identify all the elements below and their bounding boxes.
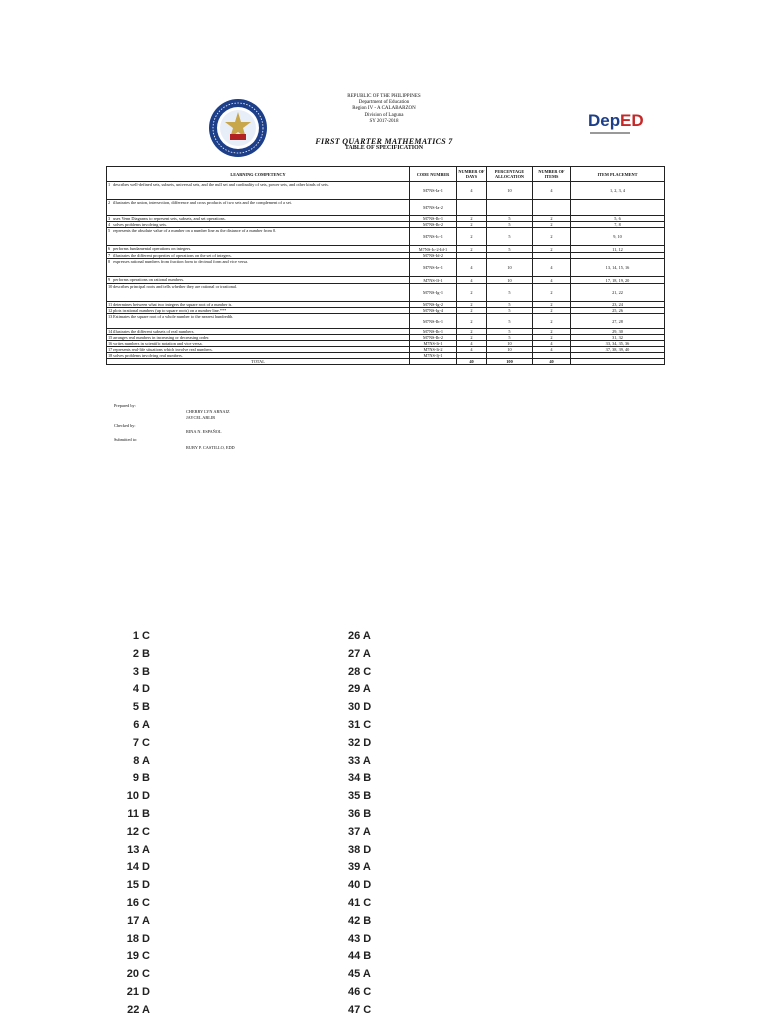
code-cell: M7NS-Ih-2 xyxy=(410,335,457,341)
days-cell: 2 xyxy=(457,302,487,308)
total-row xyxy=(107,359,665,365)
header-line: Region IV - A CALABARZON xyxy=(352,106,416,112)
code-cell: M7NS-Ia-2 xyxy=(410,200,457,216)
competency-cell xyxy=(107,182,410,200)
code-cell: M7NS-Ih-1 xyxy=(410,314,457,329)
competency-text: describes principal roots and tells whether they are rational or irrational. xyxy=(113,284,238,289)
answer-key-item: 8 A xyxy=(133,754,150,767)
items-cell: 2 xyxy=(533,222,571,228)
days-cell: 4 xyxy=(457,341,487,347)
items-cell: 4 xyxy=(533,277,571,284)
items-cell: 4 xyxy=(533,182,571,200)
table-row xyxy=(107,277,665,284)
percentage-cell: 5 xyxy=(487,246,533,253)
code-cell: M7NS-Ii-2 xyxy=(410,347,457,353)
answer-key-item: 1 C xyxy=(132,630,150,642)
header-number-of-days: NUMBER OF DAYS xyxy=(457,167,487,182)
competency-text: plots irrational numbers (up to square roots) on a number line.*** xyxy=(113,308,227,313)
code-cell: M7NS-Ig-4 xyxy=(410,308,457,314)
competency-text: solves problems involving sets. xyxy=(113,222,168,227)
answer-key-item: 7 C xyxy=(132,736,150,749)
answer-key-item: 39 A xyxy=(348,861,371,874)
competency-cell xyxy=(107,246,410,253)
placement-cell: 5, 6 xyxy=(571,216,665,222)
items-cell: 2 xyxy=(533,302,571,308)
answer-key-item: 43 D xyxy=(348,932,372,945)
competency-text: represents real-life situations which involve real numbers. xyxy=(113,347,213,352)
answer-key-item: 38 D xyxy=(348,843,372,856)
items-cell: 4 xyxy=(533,259,571,277)
header-line: SY 2017-2018 xyxy=(369,118,399,124)
answer-key-item: 10 D xyxy=(126,790,150,803)
header-item-placement: ITEM PLACEMENT xyxy=(571,167,665,182)
competency-number: 4 xyxy=(108,222,111,227)
percentage-cell: 10 xyxy=(487,259,533,277)
answer-key-item: 29 A xyxy=(348,683,371,696)
competency-text: arranges real numbers in increasing or decreasing order. xyxy=(113,335,210,340)
items-cell: 2 xyxy=(533,335,571,341)
competency-text: describes well-defined sets, subsets, universal sets, and the null set and cardinality of sets, power sets, and other kinds of sets. xyxy=(113,182,329,187)
svg-text:Dep: Dep xyxy=(588,111,621,130)
preparer-name: CHERRY LYN ARNAIZ xyxy=(186,409,230,414)
header-learning-competency: LEARNING COMPETENCY xyxy=(107,167,410,182)
table-row xyxy=(107,182,665,200)
answer-key-item: 27 A xyxy=(348,647,371,660)
code-cell: M7NS-Ib-1 xyxy=(410,216,457,222)
code-cell: M7NS-Ij-1 xyxy=(410,353,457,359)
code-cell: M7NS-Ih-1 xyxy=(410,329,457,335)
preparer-name: JAYCEL ABLIR xyxy=(186,415,216,420)
competency-text: determines between what two integers the square root of a number is. xyxy=(113,302,233,307)
competency-number: 13 xyxy=(108,314,113,319)
answer-key-item: 9 B xyxy=(132,772,150,785)
competency-number: 14 xyxy=(108,329,113,334)
percentage-cell: 5 xyxy=(487,308,533,314)
code-cell: M7NS-Ie-1 xyxy=(410,259,457,277)
table-body xyxy=(107,182,665,365)
competency-text: performs operations on rational numbers. xyxy=(113,277,185,282)
answer-key-item: 31 C xyxy=(348,718,372,731)
answer-key-item: 6 A xyxy=(133,718,150,731)
competency-number: 6 xyxy=(108,246,111,251)
total-placement xyxy=(571,359,665,365)
answer-key-item: 5 B xyxy=(132,701,150,714)
placement-cell: 11, 12 xyxy=(571,246,665,253)
competency-text: solves problems involving real numbers. xyxy=(113,353,183,358)
competency-number: 3 xyxy=(108,216,111,221)
competency-text: illustrates the different properties of operations on the set of integers. xyxy=(113,253,232,258)
competency-cell xyxy=(107,284,410,302)
competency-text: Estimates the square root of a whole number to the nearest hundredth. xyxy=(113,314,234,319)
placement-cell: 23, 24 xyxy=(571,302,665,308)
competency-cell xyxy=(107,259,410,277)
placement-cell: 13, 14, 15, 16 xyxy=(571,259,665,277)
competency-number: 11 xyxy=(108,302,113,307)
competency-number: 7 xyxy=(108,253,111,258)
percentage-cell: 5 xyxy=(487,284,533,302)
items-cell: 2 xyxy=(533,216,571,222)
table-row xyxy=(107,284,665,302)
competency-text: performs fundamental operations on integers. xyxy=(113,246,192,251)
answer-key-item: 26 A xyxy=(348,630,371,642)
days-cell: 4 xyxy=(457,182,487,200)
percentage-cell xyxy=(487,200,533,216)
answer-key-item: 33 A xyxy=(348,754,371,767)
total-days: 40 xyxy=(457,359,487,365)
answer-key-item: 2 B xyxy=(132,647,150,660)
answer-key-right-column xyxy=(348,628,388,1020)
percentage-cell: 10 xyxy=(487,341,533,347)
placement-cell: 31, 32 xyxy=(571,335,665,341)
answer-key-item: 4 D xyxy=(132,683,150,696)
header-code-number: CODE NUMBER xyxy=(410,167,457,182)
percentage-cell: 5 xyxy=(487,329,533,335)
answer-key-item: 19 C xyxy=(126,950,150,963)
items-cell: 4 xyxy=(533,347,571,353)
days-cell: 2 xyxy=(457,246,487,253)
table-row xyxy=(107,228,665,246)
code-cell: M7NS-Ic-2-Id-1 xyxy=(410,246,457,253)
answer-key-item: 41 C xyxy=(348,896,372,909)
placement-cell: 7, 8 xyxy=(571,222,665,228)
days-cell: 4 xyxy=(457,347,487,353)
items-cell: 2 xyxy=(533,228,571,246)
answer-key-item: 20 C xyxy=(126,968,150,981)
submitted-to-label: Submitted to: xyxy=(114,437,138,442)
placement-cell: 27, 28 xyxy=(571,314,665,329)
days-cell: 2 xyxy=(457,329,487,335)
competency-number: 9 xyxy=(108,277,111,282)
placement-cell xyxy=(571,200,665,216)
checked-by-label: Checked by: xyxy=(114,423,136,428)
total-label: TOTAL xyxy=(107,359,410,365)
checker-name: RINA N. ESPAÑOL xyxy=(186,429,222,434)
answer-key-item: 30 D xyxy=(348,701,372,714)
competency-text: expresses rational numbers from fraction form to decimal form and vice versa. xyxy=(113,259,249,264)
percentage-cell: 10 xyxy=(487,182,533,200)
placement-cell: 21, 22 xyxy=(571,284,665,302)
answer-key-item: 40 D xyxy=(348,879,372,892)
days-cell: 2 xyxy=(457,216,487,222)
answer-key-item: 45 A xyxy=(348,968,371,981)
code-cell: M7NS-Ii-1 xyxy=(410,341,457,347)
items-cell: 2 xyxy=(533,314,571,329)
answer-key-item: 37 A xyxy=(348,825,371,838)
answer-key-item: 18 D xyxy=(126,932,150,945)
competency-number: 17 xyxy=(108,347,113,352)
table-of-specification xyxy=(106,166,665,365)
days-cell: 4 xyxy=(457,259,487,277)
percentage-cell: 5 xyxy=(487,302,533,308)
total-code xyxy=(410,359,457,365)
placement-cell: 33, 34, 35, 36 xyxy=(571,341,665,347)
placement-cell: 17, 18, 19, 20 xyxy=(571,277,665,284)
answer-key-item: 22 A xyxy=(127,1003,150,1016)
days-cell: 2 xyxy=(457,222,487,228)
percentage-cell: 10 xyxy=(487,347,533,353)
answer-key-item: 11 B xyxy=(127,807,150,820)
placement-cell: 9, 10 xyxy=(571,228,665,246)
percentage-cell: 5 xyxy=(487,222,533,228)
days-cell: 4 xyxy=(457,277,487,284)
table-row xyxy=(107,314,665,329)
header-line: Division of Laguna xyxy=(364,112,404,118)
days-cell: 2 xyxy=(457,228,487,246)
code-cell: M7NS-Ig-1 xyxy=(410,284,457,302)
answer-key-item: 35 B xyxy=(348,790,372,803)
code-cell: M7NS-Ig-2 xyxy=(410,302,457,308)
code-cell: M7NS-Ib-2 xyxy=(410,222,457,228)
days-cell: 2 xyxy=(457,308,487,314)
code-cell: M7NS-If-1 xyxy=(410,277,457,284)
answer-key-item: 21 D xyxy=(126,985,150,998)
percentage-cell: 5 xyxy=(487,314,533,329)
answer-key-item: 12 C xyxy=(126,825,150,838)
answer-key-item: 15 D xyxy=(126,879,150,892)
days-cell: 2 xyxy=(457,284,487,302)
competency-number: 10 xyxy=(108,284,113,289)
competency-number: 18 xyxy=(108,353,113,358)
items-cell: 2 xyxy=(533,246,571,253)
header-line: REPUBLIC OF THE PHILIPPINES xyxy=(347,94,421,99)
competency-text: illustrates the different subsets of real numbers. xyxy=(113,329,195,334)
competency-cell xyxy=(107,314,410,329)
prepared-by-label: Prepared by: xyxy=(114,403,136,408)
code-cell: M7NS-Ia-1 xyxy=(410,182,457,200)
answer-key-item: 13 A xyxy=(127,843,150,856)
answer-key-item: 28 C xyxy=(348,665,372,678)
table-row xyxy=(107,200,665,216)
answer-key-item: 36 B xyxy=(348,807,372,820)
answer-key-item: 14 D xyxy=(126,861,150,874)
competency-text: illustrates the union, intersection, difference and cross products of two sets and the complement of a set. xyxy=(113,200,292,205)
answer-key-item: 3 B xyxy=(132,665,150,678)
svg-text:ED: ED xyxy=(620,111,644,130)
answer-key-item: 44 B xyxy=(348,950,372,963)
competency-number: 12 xyxy=(108,308,113,313)
competency-text: represents the absolute value of a number on a number line as the distance of a number from 0. xyxy=(113,228,277,233)
answer-key-item: 17 A xyxy=(127,914,150,927)
percentage-cell: 10 xyxy=(487,277,533,284)
competency-number: 2 xyxy=(108,200,111,205)
answer-key-left-column xyxy=(110,628,150,1020)
percentage-cell: 5 xyxy=(487,335,533,341)
placement-cell: 37, 38, 39, 40 xyxy=(571,347,665,353)
competency-cell xyxy=(107,200,410,216)
competency-cell xyxy=(107,228,410,246)
items-cell xyxy=(533,200,571,216)
table-header-row xyxy=(107,167,665,182)
items-cell: 2 xyxy=(533,308,571,314)
days-cell xyxy=(457,200,487,216)
competency-text: writes numbers in scientific notation and vice versa. xyxy=(113,341,203,346)
items-cell: 4 xyxy=(533,341,571,347)
placement-cell: 25, 26 xyxy=(571,308,665,314)
days-cell: 2 xyxy=(457,335,487,341)
percentage-cell: 5 xyxy=(487,216,533,222)
competency-text: uses Venn Diagrams to represent sets, subsets, and set operations. xyxy=(113,216,226,221)
competency-number: 5 xyxy=(108,228,111,233)
percentage-cell: 5 xyxy=(487,228,533,246)
competency-cell xyxy=(107,277,410,284)
answer-key-item: 32 D xyxy=(348,736,372,749)
document-subtitle: TABLE OF SPECIFICATION xyxy=(344,145,424,151)
answer-key-item: 42 B xyxy=(348,914,372,927)
placement-cell: 29, 30 xyxy=(571,329,665,335)
header-percentage-allocation: PERCENTAGE ALLOCATION xyxy=(487,167,533,182)
total-percentage: 100 xyxy=(487,359,533,365)
answer-key-item: 34 B xyxy=(348,772,372,785)
placement-cell: 1, 2, 3, 4 xyxy=(571,182,665,200)
competency-number: 16 xyxy=(108,341,113,346)
answer-key-item: 47 C xyxy=(348,1003,372,1016)
competency-number: 1 xyxy=(108,182,111,187)
table-row xyxy=(107,259,665,277)
submitted-to-name: RUBY P. CASTILLO, EDD xyxy=(186,445,235,450)
code-cell: M7NS-Ic-1 xyxy=(410,228,457,246)
code-cell: M7NS-Id-2 xyxy=(410,253,457,259)
competency-number: 15 xyxy=(108,335,113,340)
days-cell: 2 xyxy=(457,314,487,329)
competency-number: 8 xyxy=(108,259,111,264)
table-row xyxy=(107,246,665,253)
document-title: FIRST QUARTER MATHEMATICS 7 xyxy=(315,137,453,146)
header-line: Department of Education xyxy=(358,100,410,106)
header-block xyxy=(0,94,768,125)
header-number-of-items: NUMBER OF ITEMS xyxy=(533,167,571,182)
total-items: 40 xyxy=(533,359,571,365)
items-cell: 2 xyxy=(533,329,571,335)
answer-key-item: 16 C xyxy=(126,896,150,909)
answer-key-item: 46 C xyxy=(348,985,372,998)
items-cell: 2 xyxy=(533,284,571,302)
